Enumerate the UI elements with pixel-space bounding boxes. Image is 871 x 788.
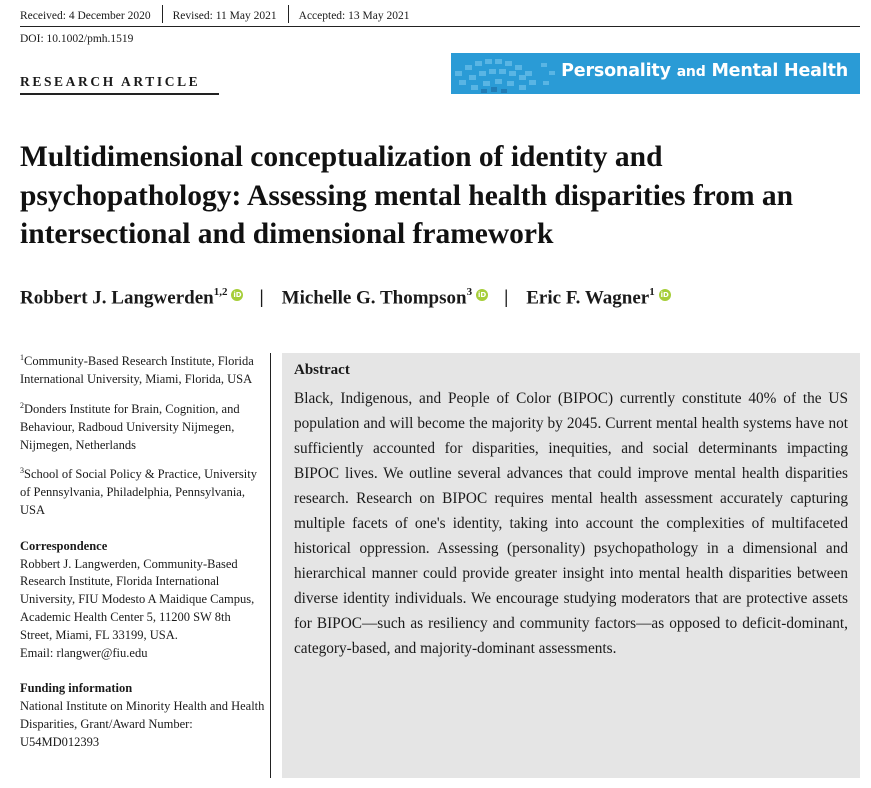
abstract-text: Black, Indigenous, and People of Color (BIPOC) currently constitute 40% of the US population and will become the majority by 2045. Current mental health systems have not sufficiently accounted for disparities, inequities, and social determinants impacting BIPOC lives. We outline several advances that could improve mental health disparities research. Research on BIPOC requires mental health assessment accurately capturing multiple facets of one's identity, taking into account the complexities of multifaceted historical oppression. Assessing (personality) psychopathology in a dimensional and hierarchical manner could provide greater insight into mental health disparities between diverse identity individuals. We encourage studying moderators that are protective assets for BIPOC—such as resiliency and community factors—as opposed to deficit-dominant, category-based, and majority-dominant assessments. — [294, 390, 848, 657]
journal-banner — [451, 53, 860, 94]
author-separator: | — [259, 287, 264, 309]
article-type: RESEARCH ARTICLE — [20, 74, 201, 89]
journal-name-and: and — [676, 64, 706, 80]
received-date: Received: 4 December 2020 — [20, 9, 151, 22]
orcid-icon[interactable]: iD — [660, 290, 669, 299]
affiliation — [20, 349, 266, 389]
author-name[interactable]: Robbert J. Langwerden — [20, 287, 214, 309]
affiliation-text: Community-Based Research Institute, Florida International University, Miami, Florida, USA — [20, 354, 254, 386]
affiliation-text: Donders Institute for Brain, Cognition, and Behaviour, Radboud University Nijmegen, Nijmegen, Netherlands — [20, 401, 240, 452]
correspondence-email[interactable]: Email: rlangwer@fiu.edu — [20, 645, 148, 660]
author-separator: | — [504, 287, 509, 309]
date-divider — [288, 5, 289, 23]
article-type-rule — [20, 93, 219, 95]
header-rule — [20, 26, 860, 27]
journal-logo-pattern — [451, 53, 571, 94]
affiliation-text: School of Social Policy & Practice, University of Pennsylvania, Philadelphia, Pennsylvania, USA — [20, 467, 257, 518]
funding-text: National Institute on Minority Health and Health Disparities, Grant/Award Number: U54MD012393 — [20, 699, 265, 749]
doi[interactable]: DOI: 10.1002/pmh.1519 — [20, 33, 134, 45]
affiliation — [20, 462, 266, 520]
abstract-heading: Abstract — [294, 362, 350, 378]
affiliation-number: 3 — [20, 466, 24, 476]
article-dates — [20, 7, 409, 25]
author-affiliation-sup: 1,2 — [213, 286, 228, 298]
sidebar-info — [20, 349, 266, 752]
funding-heading: Funding information — [20, 681, 133, 696]
date-divider — [162, 5, 163, 23]
orcid-icon[interactable]: iD — [477, 290, 487, 299]
article-title: Multidimensional conceptualization of identity and psychopathology: Assessing mental health disparities from an intersectional and dimensional framework — [20, 141, 794, 250]
journal-name-part2: Mental Health — [711, 61, 848, 81]
affiliation — [20, 397, 266, 455]
author-name[interactable]: Michelle G. Thompson — [281, 287, 467, 309]
author-name[interactable]: Eric F. Wagner — [526, 287, 650, 309]
journal-name[interactable] — [561, 61, 848, 81]
affiliation-number: 1 — [20, 353, 24, 362]
orcid-icon[interactable]: iD — [233, 290, 242, 299]
author-affiliation-sup: 3 — [466, 286, 473, 298]
accepted-date: Accepted: 13 May 2021 — [298, 9, 410, 22]
journal-name-part1: Personality — [561, 61, 671, 81]
affiliation-number: 2 — [20, 400, 24, 410]
abstract-box — [282, 353, 860, 778]
correspondence-heading: Correspondence — [20, 538, 108, 553]
correspondence-text: Robbert J. Langwerden, Community-Based Research Institute, Florida International University, FIU Modesto A Maidique Campus, Academic Health Center 5, 11200 SW 8th Street, Miami, FL 33199, USA. — [20, 556, 255, 642]
author-affiliation-sup: 1 — [649, 286, 655, 298]
column-divider — [270, 353, 271, 778]
revised-date: Revised: 11 May 2021 — [172, 9, 277, 22]
author-list — [20, 287, 671, 309]
